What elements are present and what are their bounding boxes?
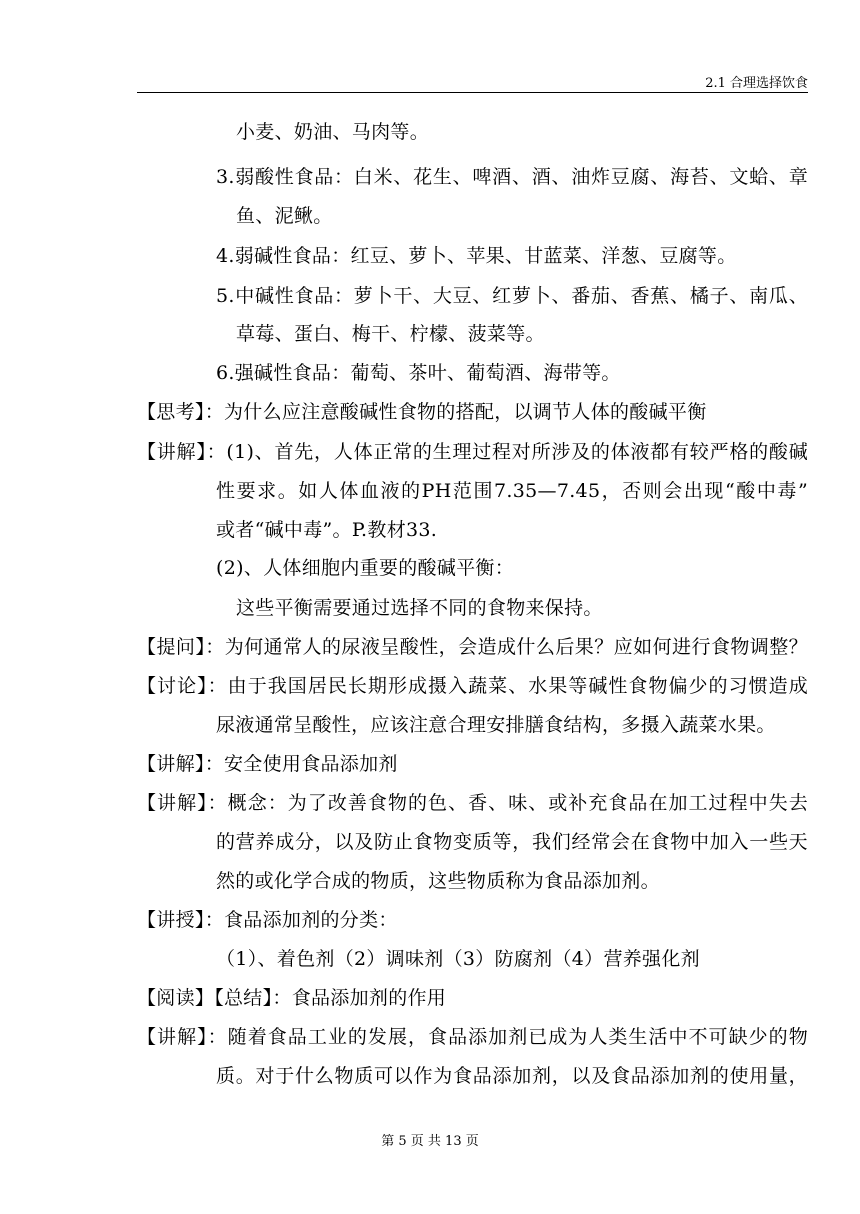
text-line: 【讲解】：随着食品工业的发展，食品添加剂已成为人类生活中不可缺少的物 [137, 1026, 808, 1048]
text-line: 尿液通常呈酸性，应该注意合理安排膳食结构，多摄入蔬菜水果。 [216, 714, 776, 736]
text-line: 【讲解】：概念：为了改善食物的色、香、味、或补充食品在加工过程中失去 [137, 792, 808, 814]
text-line: 【讲授】：食品添加剂的分类： [137, 909, 398, 931]
page-header [137, 72, 808, 93]
text-line: 质。对于什么物质可以作为食品添加剂，以及食品添加剂的使用量， [216, 1065, 808, 1087]
text-line: 然的或化学合成的物质，这些物质称为食品添加剂。 [216, 870, 660, 892]
text-line: 【思考】：为什么应注意酸碱性食物的搭配，以调节人体的酸碱平衡 [137, 401, 707, 423]
text-line: 【讲解】：(1)、首先，人体正常的生理过程对所涉及的体液都有较严格的酸碱 [137, 441, 808, 463]
text-line: 草莓、蛋白、梅干、柠檬、菠菜等。 [236, 323, 545, 345]
page-footer: 第 5 页 共 13 页 [381, 1134, 479, 1149]
text-line: (2)、人体细胞内重要的酸碱平衡： [216, 557, 515, 579]
header-title: 2.1 合理选择饮食 [705, 76, 808, 91]
text-line: 【讲解】：安全使用食品添加剂 [137, 753, 398, 775]
text-line: 性要求。如人体血液的PH范围7.35—7.45，否则会出现“酸中毒” [216, 480, 808, 502]
text-line: 4.弱碱性食品：红豆、萝卜、苹果、甘蓝菜、洋葱、豆腐等。 [216, 245, 737, 267]
text-line: 5.中碱性食品：萝卜干、大豆、红萝卜、番茄、香蕉、橘子、南瓜、 [216, 285, 808, 307]
text-line: 或者“碱中毒”。P.教材33. [216, 519, 438, 541]
text-line: 3.弱酸性食品：白米、花生、啤酒、酒、油炸豆腐、海苔、文蛤、章 [216, 166, 808, 188]
text-line: 【讨论】：由于我国居民长期形成摄入蔬菜、水果等碱性食物偏少的习惯造成 [137, 675, 808, 697]
text-line: 【提问】：为何通常人的尿液呈酸性，会造成什么后果？应如何进行食物调整？ [137, 636, 808, 658]
text-line: （1）、着色剂（2）调味剂（3）防腐剂（4）营养强化剂 [216, 948, 700, 970]
text-line: 小麦、奶油、马肉等。 [236, 121, 430, 143]
text-line: 的营养成分，以及防止食物变质等，我们经常会在食物中加入一些天 [216, 831, 808, 853]
text-line: 这些平衡需要通过选择不同的食物来保持。 [236, 597, 603, 619]
text-line: 【阅读】【总结】：食品添加剂的作用 [137, 987, 447, 1009]
text-line: 6.强碱性食品：葡萄、茶叶、葡萄酒、海带等。 [216, 362, 621, 384]
text-line: 鱼、泥鳅。 [236, 205, 333, 227]
